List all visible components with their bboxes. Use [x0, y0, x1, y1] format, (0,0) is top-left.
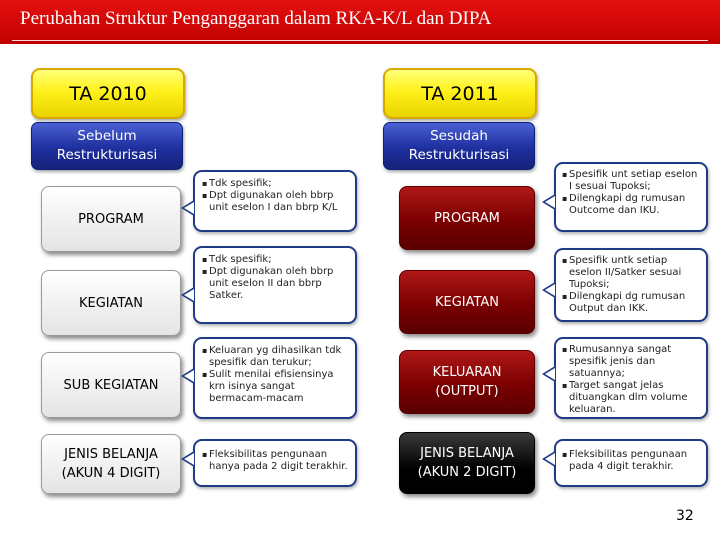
right-pointer-kegiatan: [542, 282, 555, 298]
left-note-kegiatan-item: ▪ Tdk spesifik;: [202, 254, 349, 266]
left-note-program-item: ▪ Tdk spesifik;: [202, 178, 349, 190]
ta-2010-banner: [31, 68, 185, 119]
right-note-keluaran-item: ▪ Target sangat jelas dituangkan dlm volume keluaran.: [562, 380, 701, 416]
ta-2011-label: TA 2011: [421, 82, 499, 105]
right-note-keluaran-item: ▪ Rumusannya sangat spesifik jenis dan satuannya;: [562, 344, 701, 380]
left-pointer-jenis-belanja: [181, 451, 194, 467]
left-pointer-program: [181, 200, 194, 216]
slide-title: Perubahan Struktur Penganggaran dalam RKA-K/L dan DIPA: [20, 8, 492, 29]
phase-before: [31, 122, 183, 170]
left-level-jenis-belanja-label: JENIS BELANJA (AKUN 4 DIGIT): [61, 447, 161, 481]
right-level-keluaran-label: KELUARAN (OUTPUT): [432, 365, 502, 399]
right-level-jenis-belanja-label: JENIS BELANJA (AKUN 2 DIGIT): [417, 446, 517, 480]
title-underline: [12, 40, 708, 41]
left-level-program: [41, 186, 181, 252]
left-note-kegiatan-item: ▪ Dpt digunakan oleh bbrp unit eselon II dan bbrp Satker.: [202, 266, 349, 302]
left-note-kegiatan: [193, 246, 357, 324]
right-note-program: [554, 162, 708, 232]
right-level-keluaran: [399, 350, 535, 414]
ta-2010-label: TA 2010: [69, 82, 147, 105]
right-note-program-item: ▪ Dilengkapi dg rumusan Outcome dan IKU.: [562, 193, 701, 217]
left-note-sub-kegiatan-item: ▪ Keluaran yg dihasilkan tdk spesifik dan terukur;: [202, 345, 349, 369]
right-note-program-item: ▪ Spesifik unt setiap eselon I sesuai Tupoksi;: [562, 169, 701, 193]
right-level-jenis-belanja: [399, 432, 535, 494]
left-note-jenis-belanja-item: ▪ Fleksibilitas pengunaan hanya pada 2 digit terakhir.: [202, 449, 349, 473]
right-pointer-program: [542, 194, 555, 210]
right-note-keluaran: [554, 337, 708, 419]
left-note-program: [193, 170, 357, 232]
ta-2011-banner: [383, 68, 537, 119]
right-pointer-keluaran: [542, 366, 555, 382]
right-note-kegiatan: [554, 248, 708, 322]
left-level-kegiatan: [41, 270, 181, 336]
page-number: 32: [676, 508, 694, 524]
right-note-jenis-belanja-item: ▪ Fleksibilitas pengunaan pada 4 digit terakhir.: [562, 449, 701, 473]
right-level-kegiatan: [399, 270, 535, 334]
right-note-kegiatan-item: ▪ Dilengkapi dg rumusan Output dan IKK.: [562, 291, 701, 315]
left-level-sub-kegiatan: [41, 352, 181, 418]
left-level-program-label: PROGRAM: [78, 211, 144, 227]
left-note-jenis-belanja: [193, 439, 357, 487]
title-bar: [0, 0, 720, 44]
right-level-program: [399, 186, 535, 250]
right-pointer-jenis-belanja: [542, 451, 555, 467]
right-level-program-label: PROGRAM: [434, 210, 500, 226]
left-level-sub-kegiatan-label: SUB KEGIATAN: [63, 377, 159, 393]
left-note-program-item: ▪ Dpt digunakan oleh bbrp unit eselon I dan bbrp K/L: [202, 190, 349, 214]
left-pointer-kegiatan: [181, 287, 194, 303]
phase-after: [383, 122, 535, 170]
left-note-sub-kegiatan-item: ▪ Sulit menilai efisiensinya krn isinya sangat bermacam-macam: [202, 369, 349, 405]
phase-before-label: Sebelum Restrukturisasi: [56, 128, 158, 163]
right-level-kegiatan-label: KEGIATAN: [434, 294, 500, 310]
left-level-kegiatan-label: KEGIATAN: [78, 295, 144, 311]
right-note-jenis-belanja: [554, 439, 708, 487]
phase-after-label: Sesudah Restrukturisasi: [408, 128, 510, 163]
left-note-sub-kegiatan: [193, 337, 357, 419]
left-level-jenis-belanja: [41, 434, 181, 494]
right-note-kegiatan-item: ▪ Spesifik untk setiap eselon II/Satker sesuai Tupoksi;: [562, 255, 701, 291]
left-pointer-sub-kegiatan: [181, 368, 194, 384]
